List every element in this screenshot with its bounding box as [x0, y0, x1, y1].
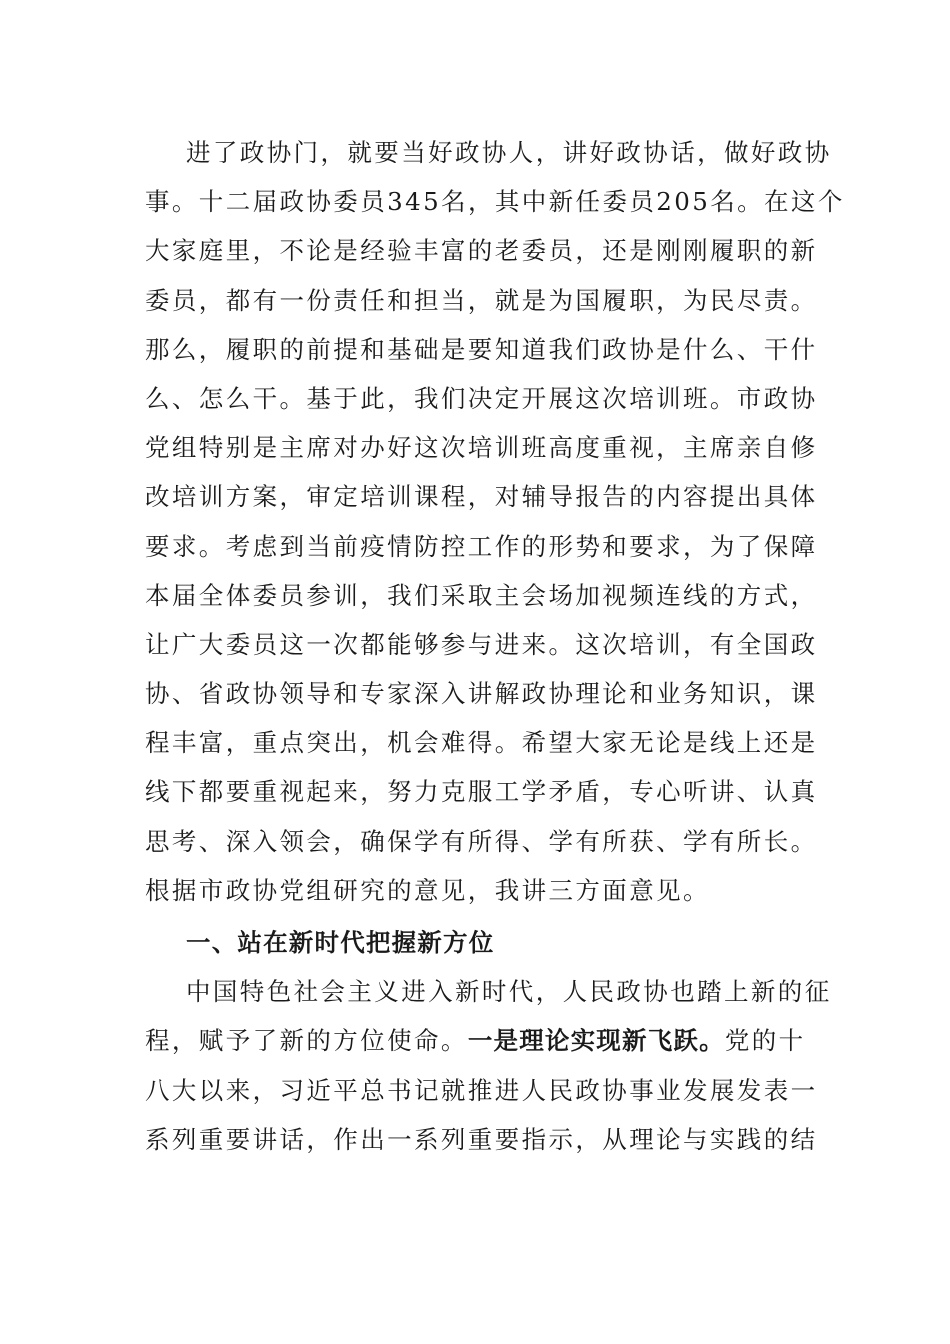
text-line: 进了政协门，就要当好政协人，讲好政协话，做好政协 — [186, 138, 832, 167]
text-segment: 程，赋予了新的方位使命。 — [145, 1026, 468, 1056]
section-heading: 一、站在新时代把握新方位 — [186, 928, 495, 957]
text-line: 那么，履职的前提和基础是要知道我们政协是什么、干什 — [145, 334, 818, 364]
text-line: 让广大委员这一次都能够参与进来。这次培训，有全国政 — [145, 629, 818, 659]
bold-emphasis: 一是理论实现新飞跃。 — [467, 1026, 725, 1056]
text-line: 思考、深入领会，确保学有所得、学有所获、学有所长。 — [145, 826, 818, 856]
text-line: 协、省政协领导和专家深入讲解政协理论和业务知识，课 — [145, 679, 818, 709]
text-line: 程丰富，重点突出，机会难得。希望大家无论是线上还是 — [145, 728, 818, 758]
text-line: 八大以来，习近平总书记就推进人民政协事业发展发表一 — [145, 1075, 818, 1105]
paragraph-section-1 — [145, 967, 832, 1164]
text-line-with-emphasis — [145, 1016, 805, 1065]
paragraph-intro — [145, 128, 845, 915]
text-line: 要求。考虑到当前疫情防控工作的形势和要求，为了保障 — [145, 531, 818, 561]
text-line: 党组特别是主席对办好这次培训班高度重视，主席亲自修 — [145, 433, 818, 463]
document-page — [145, 128, 845, 1164]
text-line: 系列重要讲话，作出一系列重要指示，从理论与实践的结 — [145, 1124, 818, 1154]
text-line: 根据市政协党组研究的意见，我讲三方面意见。 — [145, 875, 710, 905]
text-line: 委员，都有一份责任和担当，就是为国履职，为民尽责。 — [145, 285, 818, 315]
text-line: 本届全体委员参训，我们采取主会场加视频连线的方式， — [145, 580, 818, 610]
text-line: 中国特色社会主义进入新时代，人民政协也踏上新的征 — [186, 977, 832, 1007]
text-line: 么、怎么干。基于此，我们决定开展这次培训班。市政协 — [145, 383, 818, 413]
text-line: 线下都要重视起来，努力克服工学矛盾，专心听讲、认真 — [145, 777, 818, 807]
text-segment: 党的十 — [724, 1026, 806, 1056]
text-line: 事。十二届政协委员345名，其中新任委员205名。在这个 — [145, 187, 845, 217]
text-line: 大家庭里，不论是经验丰富的老委员，还是刚刚履职的新 — [145, 236, 818, 266]
text-line: 改培训方案，审定培训课程，对辅导报告的内容提出具体 — [145, 482, 818, 512]
